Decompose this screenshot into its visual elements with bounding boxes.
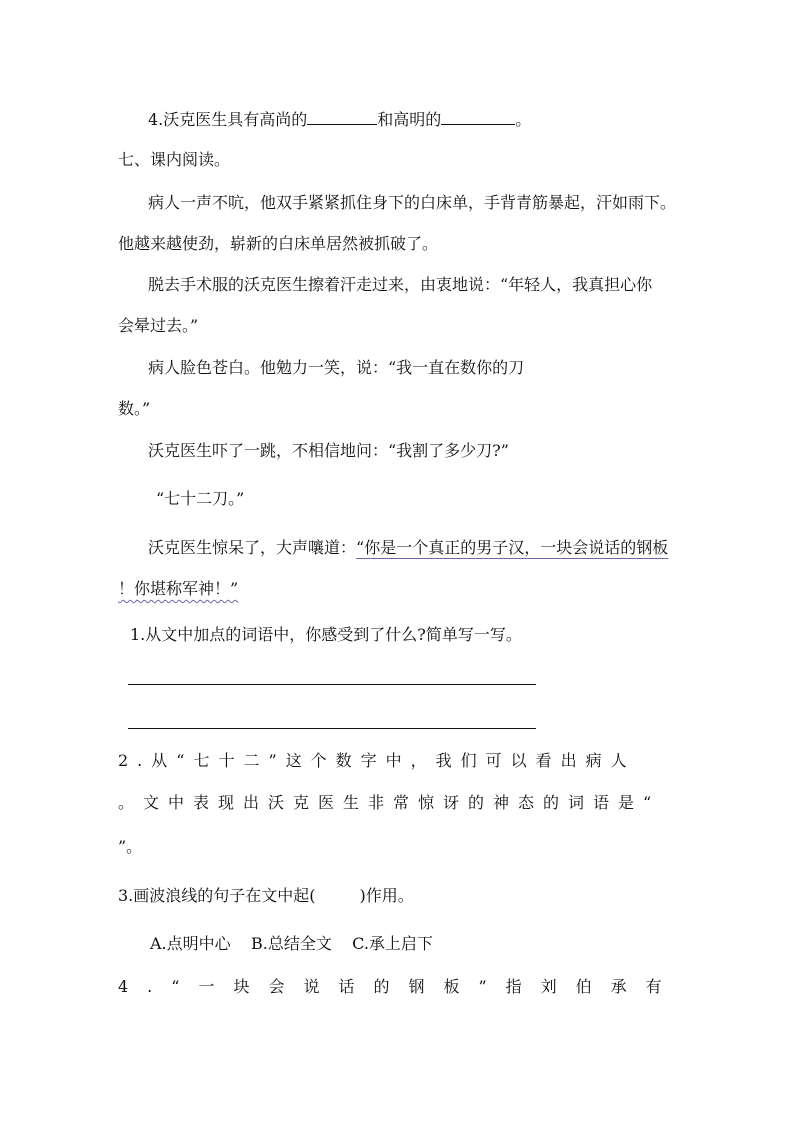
passage-p6-line2	[118, 578, 238, 600]
passage-p4: 沃克医生吓了一跳，不相信地问：“我割了多少刀?”	[148, 441, 509, 460]
passage-p6-line1	[148, 537, 668, 559]
wavy-underlined-sentence-part1: “你是一个真正的男子汉，一块会说话的钢板	[356, 538, 669, 557]
q4-top-end: 。	[515, 110, 532, 129]
question-3-prefix: 3.画波浪线的句子在文中起(	[118, 886, 316, 905]
question-3-suffix: )作用。	[359, 886, 414, 905]
section-title: 七、课内阅读。	[118, 150, 231, 169]
wavy-underlined-sentence-part2: ！你堪称军神！”	[118, 579, 239, 598]
q4-top	[148, 108, 531, 131]
answer-blank[interactable]	[441, 108, 515, 125]
question-2-line2: 。文中表现出沃克医生非常惊讶的神态的词语是“	[118, 793, 661, 812]
answer-blank[interactable]	[307, 108, 377, 125]
question-3	[118, 885, 414, 907]
question-2-line3: ”。	[118, 837, 143, 856]
q4-top-prefix: 4.沃克医生具有高尚的	[148, 110, 308, 129]
question-2-line1: 2.从“七十二”这个数字中，我们可以看出病人	[118, 751, 636, 770]
q4-top-mid: 和高明的	[377, 110, 442, 129]
passage-p5: “七十二刀。”	[156, 489, 245, 508]
question-3-options: A.点明中心 B.总结全文 C.承上启下	[150, 934, 433, 953]
passage-p2-line2: 会晕过去。”	[118, 316, 199, 335]
passage-p1-line1: 病人一声不吭，他双手紧紧抓住身下的白床单，手背青筋暴起，汗如雨下。	[148, 193, 677, 212]
passage-p6-plain: 沃克医生惊呆了，大声嚷道：	[148, 538, 357, 557]
question-1: 1.从文中加点的词语中，你感受到了什么?简单写一写。	[130, 625, 522, 644]
passage-p1-line2: 他越来越使劲，崭新的白床单居然被抓破了。	[118, 234, 439, 253]
passage-p3-line2: 数。”	[118, 399, 151, 418]
passage-p2-line1: 脱去手术服的沃克医生擦着汗走过来，由衷地说：“年轻人，我真担心你	[148, 275, 653, 294]
answer-line-2[interactable]	[128, 728, 536, 729]
question-4: 4.“一块会说话的钢板”指刘伯承有	[118, 977, 681, 996]
answer-line-1[interactable]	[128, 684, 536, 685]
passage-p3-line1: 病人脸色苍白。他勉力一笑，说：“我一直在数你的刀	[148, 358, 525, 377]
